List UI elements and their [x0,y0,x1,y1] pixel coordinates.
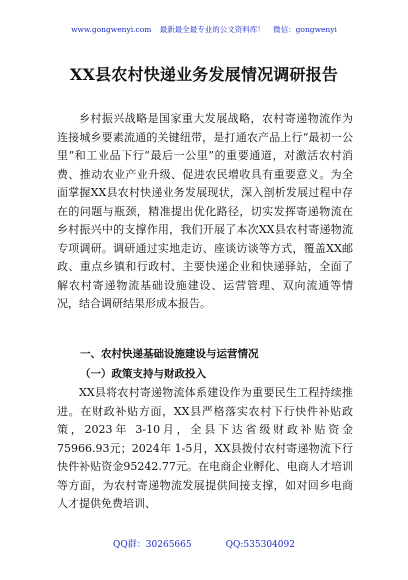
header-slogan: 最新最全最专业的公文资料库！ [159,25,265,34]
subsection-heading-1-1: （一）政策支持与财政投入 [80,368,206,380]
intro-paragraph: 乡村振兴战略是国家重大发展战略，农村寄递物流作为连接城乡要素流通的关键纽带，是打通农产品上行“最初一公里”和工业品下行“最后一公里”的重要通道，对激活农村消费、推动农业产业升级、促进农民增收具有重要意义。为全面掌握XX县农村快递业务发展现状，深入剖析发展过程中存在的问题与瓶颈，精准提出优化路径，切实发挥寄递物流在乡村振兴中的支撑作用，我们开展了本次XX县农村寄递物流专项调研。调研通过实地走访、座谈访谈等方式，覆盖XX邮政、重点乡镇和行政村、主要快递企业和快递驿站，全面了解农村寄递物流基础设施建设、运营管理、双向流通等情况，结合调研结果形成本报告。 [57,112,353,310]
body-paragraph: XX县将农村寄递物流体系建设作为重要民生工程持续推进。在财政补贴方面，XX县严格落实农村下行快件补贴政策，2023年 3-10月，全县下达省级财政补贴资金 75966.93元；2024年 1-5月，XX县拨付农村寄递物流下行快件补贴资金95242.77元。在电商企业孵化、电商人才培训等方面，为农村寄递物流发展提供间接支撑，如对回乡电商人才提供免费培训、 [57,386,353,510]
footer-qq: QQ:535304092 [225,540,295,550]
page-footer [0,537,408,550]
header-wechat: 微信：gongwenyi [273,25,337,34]
site-link[interactable]: www.gongwenyi.com [71,25,152,34]
section-heading-1: 一、农村快递基础设施建设与运营情况 [80,348,259,360]
footer-qq-group: QQ群：30265665 [113,540,192,550]
document-title: XX县农村快递业务发展情况调研报告 [69,65,339,84]
page-header [0,24,408,35]
